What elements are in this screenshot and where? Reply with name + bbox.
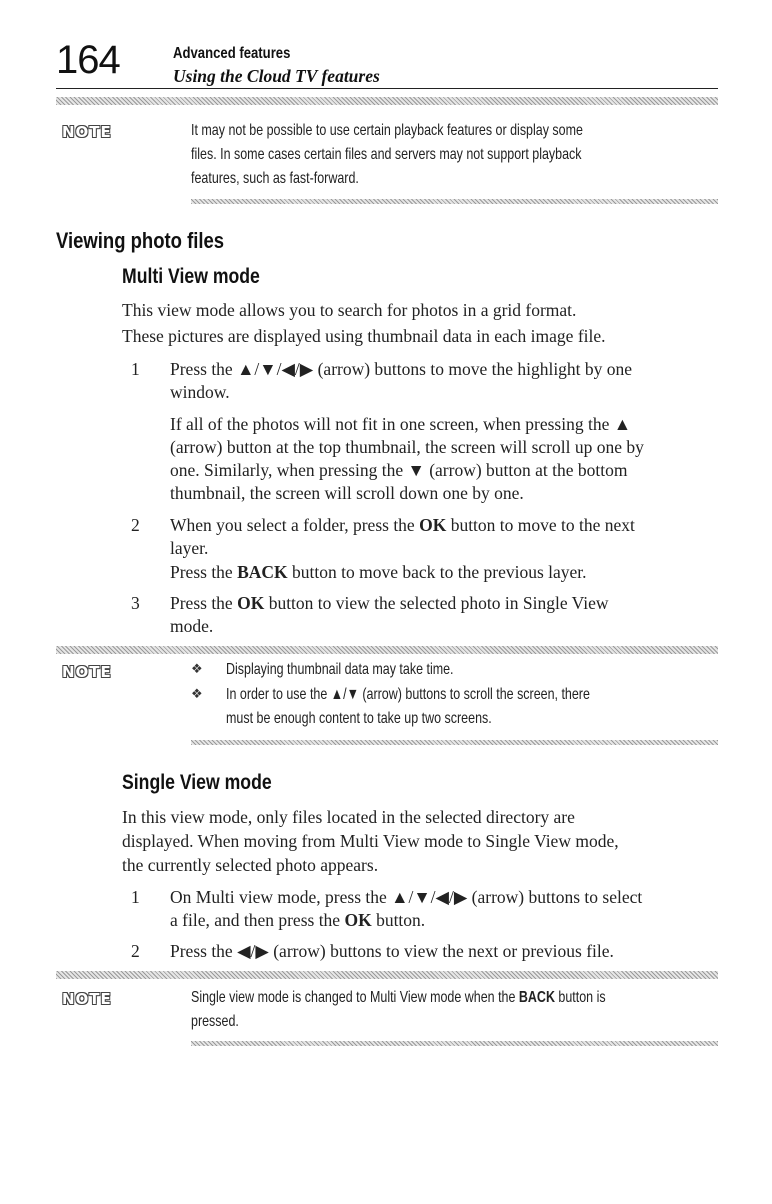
- paragraph: In this view mode, only files located in the selected directory are: [122, 807, 575, 827]
- note-line: features, such as fast-forward.: [191, 170, 359, 187]
- note-label: NOTE: [62, 123, 112, 141]
- step-text: When you select a folder, press the OK button to move to the next: [170, 515, 635, 535]
- step-text: window.: [170, 382, 230, 402]
- page-number: 164: [56, 38, 120, 82]
- ok-key: OK: [237, 593, 265, 613]
- step-subtext: (arrow) button at the top thumbnail, the screen will scroll up one by: [170, 437, 644, 457]
- note-line: In order to use the ▲/▼ (arrow) buttons to scroll the screen, there: [226, 686, 590, 703]
- ok-key: OK: [419, 515, 447, 535]
- paragraph: the currently selected photo appears.: [122, 855, 379, 875]
- section-heading: Viewing photo files: [56, 228, 225, 253]
- note-hatch-rule: [191, 1041, 718, 1046]
- note-label: NOTE: [62, 990, 112, 1008]
- step-text: Press the OK button to view the selected photo in Single View: [170, 593, 609, 613]
- step-number: 3: [131, 593, 140, 613]
- note-hatch-band: [56, 971, 718, 979]
- step-text: Press the ◀/▶ (arrow) buttons to view the next or previous file.: [170, 941, 614, 961]
- step-number: 2: [131, 941, 140, 961]
- section-title: Using the Cloud TV features: [173, 66, 380, 86]
- step-text: layer.: [170, 538, 209, 558]
- subsection-heading: Single View mode: [122, 771, 272, 794]
- note-line: files. In some cases certain files and servers may not support playback: [191, 146, 582, 163]
- note-hatch-band: [56, 646, 718, 654]
- header-hatch-band: [56, 97, 718, 105]
- note-line: It may not be possible to use certain playback features or display some: [191, 122, 583, 139]
- note-hatch-rule: [191, 740, 718, 745]
- step-number: 2: [131, 515, 140, 535]
- note-line: must be enough content to take up two screens.: [226, 710, 492, 727]
- note-label: NOTE: [62, 663, 112, 681]
- step-text: On Multi view mode, press the ▲/▼/◀/▶ (arrow) buttons to select: [170, 887, 643, 907]
- bullet-icon: ❖: [191, 687, 203, 702]
- step-text: Press the BACK button to move back to the previous layer.: [170, 562, 587, 582]
- header-rule: [56, 88, 718, 89]
- bullet-icon: ❖: [191, 662, 203, 677]
- step-text: Press the ▲/▼/◀/▶ (arrow) buttons to move the highlight by one: [170, 359, 633, 379]
- note-line: Displaying thumbnail data may take time.: [226, 661, 454, 678]
- step-subtext: thumbnail, the screen will scroll down one by one.: [170, 483, 524, 503]
- subsection-heading: Multi View mode: [122, 265, 260, 288]
- paragraph: This view mode allows you to search for photos in a grid format.: [122, 300, 577, 320]
- step-text: mode.: [170, 616, 214, 636]
- note-hatch-rule: [191, 199, 718, 204]
- chapter-title: Advanced features: [173, 45, 291, 62]
- paragraph: displayed. When moving from Multi View mode to Single View mode,: [122, 831, 619, 851]
- note-line: Single view mode is changed to Multi View mode when the BACK button is: [191, 989, 606, 1006]
- step-number: 1: [131, 359, 140, 379]
- step-number: 1: [131, 887, 140, 907]
- step-subtext: If all of the photos will not fit in one screen, when pressing the ▲: [170, 414, 632, 434]
- step-text: a file, and then press the OK button.: [170, 910, 426, 930]
- back-key: BACK: [518, 989, 555, 1006]
- note-line: pressed.: [191, 1013, 239, 1030]
- back-key: BACK: [237, 562, 288, 582]
- ok-key: OK: [344, 910, 372, 930]
- step-subtext: one. Similarly, when pressing the ▼ (arrow) button at the bottom: [170, 460, 628, 480]
- paragraph: These pictures are displayed using thumbnail data in each image file.: [122, 326, 606, 346]
